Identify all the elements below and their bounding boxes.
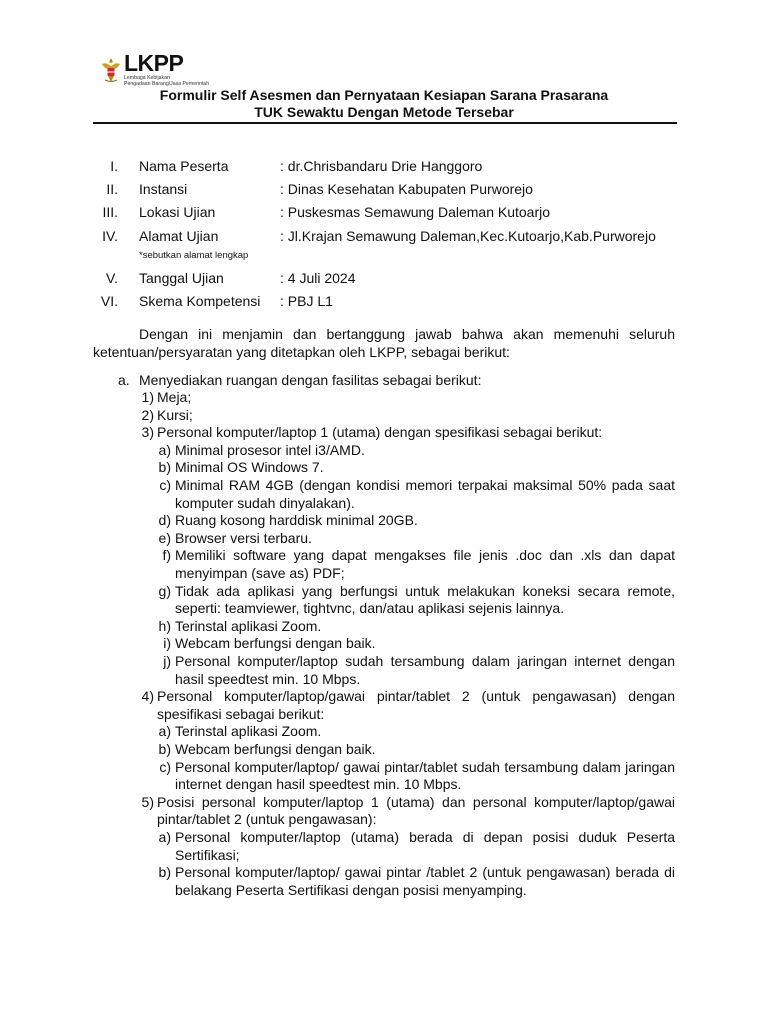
list-item-marker: 1) [141, 389, 154, 405]
list-item-marker: a) [158, 441, 171, 458]
list-item-text: Minimal RAM 4GB (dengan kondisi memori terpakai maksimal 50% pada saat [175, 477, 675, 493]
field-number: I. [110, 158, 118, 174]
field-label: Nama Peserta [139, 158, 229, 174]
list-item-text: Personal komputer/laptop sudah tersambung dalam jaringan internet dengan [175, 653, 675, 669]
logo-wordmark [124, 50, 183, 76]
intro-line-1: Dengan ini menjamin dan bertanggung jawab bahwa akan memenuhi seluruh [139, 326, 675, 342]
field-value: : Jl.Krajan Semawung Daleman,Kec.Kutoarjo,Kab.Purworejo [280, 228, 656, 244]
field-label: Alamat Ujian [139, 228, 219, 244]
list-item-marker: j) [163, 653, 171, 669]
field-label: Skema Kompetensi [139, 293, 261, 309]
field-value: : PBJ L1 [280, 293, 333, 309]
list-item-text: Webcam berfungsi dengan baik. [175, 741, 376, 757]
list-item-text: Kursi; [157, 406, 193, 423]
field-number: II. [106, 181, 118, 197]
list-item-marker: 5) [141, 793, 154, 810]
address-note: *sebutkan alamat lengkap [139, 250, 249, 261]
document-title: Formulir Self Asesmen dan Pernyataan Kesiapan Sarana Prasarana [159, 87, 609, 103]
list-item-marker: a) [158, 829, 171, 845]
list-item-marker: b) [158, 459, 171, 476]
list-item-marker: b) [158, 864, 171, 881]
list-item-text: Personal komputer/laptop/gawai pintar/tablet 2 (untuk pengawasan) dengan [157, 688, 675, 705]
list-item-text: Tidak ada aplikasi yang berfungsi untuk melakukan koneksi secara remote, [175, 582, 675, 599]
header-divider [93, 122, 677, 124]
document-subtitle: TUK Sewaktu Dengan Metode Tersebar [254, 104, 514, 120]
logo-subtitle-2: Pengadaan Barang/Jasa Pemerintah [124, 81, 210, 87]
list-item-marker: a) [158, 723, 171, 740]
list-item-marker: 3) [141, 424, 154, 441]
list-item-text: Personal komputer/laptop 1 (utama) dengan spesifikasi sebagai berikut: [157, 424, 603, 441]
list-item-text: Personal komputer/laptop (utama) berada di depan posisi duduk Peserta [175, 829, 675, 845]
field-value: : dr.Chrisbandaru Drie Hanggoro [280, 158, 483, 174]
list-item-text: Ruang kosong harddisk minimal 20GB. [175, 512, 418, 529]
logo-subtitle-1: Lembaga Kebijakan [124, 75, 170, 81]
list-item-text: hasil speedtest min. 10 Mbps. [175, 670, 361, 687]
list-item-text: Posisi personal komputer/laptop 1 (utama) dan personal komputer/laptop/gawai [157, 793, 675, 810]
list-item-text: pintar/tablet 2 (untuk pengawasan): [157, 811, 377, 828]
list-item-marker: 2) [141, 406, 154, 423]
list-item-text: Meja; [157, 389, 192, 405]
list-item-text: Browser versi terbaru. [175, 529, 312, 546]
list-item-text: Terinstal aplikasi Zoom. [175, 723, 322, 740]
field-number: III. [102, 204, 118, 220]
list-item-marker: h) [158, 617, 171, 634]
intro-line-2: ketentuan/persyaratan yang ditetapkan oleh LKPP, sebagai berikut: [93, 344, 510, 360]
list-item-text: belakang Peserta Sertifikasi dengan posisi menyamping. [175, 881, 527, 898]
field-number: IV. [102, 228, 118, 244]
list-item-text: seperti: teamviewer, tightvnc, dan/atau aplikasi sejenis lainnya. [175, 600, 565, 617]
list-item-text: Terinstal aplikasi Zoom. [175, 617, 322, 634]
field-label: Lokasi Ujian [139, 204, 216, 220]
list-item-text: Minimal prosesor intel i3/AMD. [175, 441, 365, 458]
list-item-text: Webcam berfungsi dengan baik. [175, 635, 376, 652]
list-item-text: internet dengan hasil speedtest min. 10 Mbps. [175, 776, 462, 793]
list-item-text: Personal komputer/laptop/ gawai pintar /tablet 2 (untuk pengawasan) berada di [175, 864, 675, 881]
list-item-marker: g) [158, 582, 171, 599]
field-label: Tanggal Ujian [139, 270, 224, 286]
list-item-marker: d) [158, 512, 171, 529]
list-item-text: menyimpan (save as) PDF; [175, 565, 345, 581]
list-item-marker: f) [162, 547, 171, 564]
field-label: Instansi [139, 181, 188, 197]
list-item-text: komputer sudah dinyalakan). [175, 494, 355, 511]
list-item-marker: 4) [141, 688, 154, 705]
list-item-text: spesifikasi sebagai berikut: [157, 705, 325, 722]
list-item-text: Memiliki software yang dapat mengakses file jenis .doc dan .xls dan dapat [175, 547, 675, 564]
list-item-marker: c) [159, 477, 171, 493]
logo-text: LKPP [124, 50, 184, 76]
lkpp-logo [100, 52, 220, 88]
section-a-text: Menyediakan ruangan dengan fasilitas sebagai berikut: [139, 372, 482, 388]
garuda-emblem-icon [100, 56, 122, 84]
list-item-marker: i) [163, 635, 171, 652]
field-value: : Dinas Kesehatan Kabupaten Purworejo [280, 181, 533, 197]
list-item-marker: b) [158, 741, 171, 757]
field-value: : 4 Juli 2024 [280, 270, 356, 286]
field-value: : Puskesmas Semawung Daleman Kutoarjo [280, 204, 551, 220]
section-a-marker: a. [118, 372, 130, 388]
field-number: V. [106, 270, 118, 286]
list-item-text: Personal komputer/laptop/ gawai pintar/tablet sudah tersambung dalam jaringan [175, 758, 675, 775]
list-item-marker: e) [158, 529, 171, 546]
list-item-text: Minimal OS Windows 7. [175, 459, 324, 476]
field-number: VI. [100, 293, 118, 309]
list-item-marker: c) [159, 758, 171, 775]
list-item-text: Sertifikasi; [175, 846, 240, 863]
